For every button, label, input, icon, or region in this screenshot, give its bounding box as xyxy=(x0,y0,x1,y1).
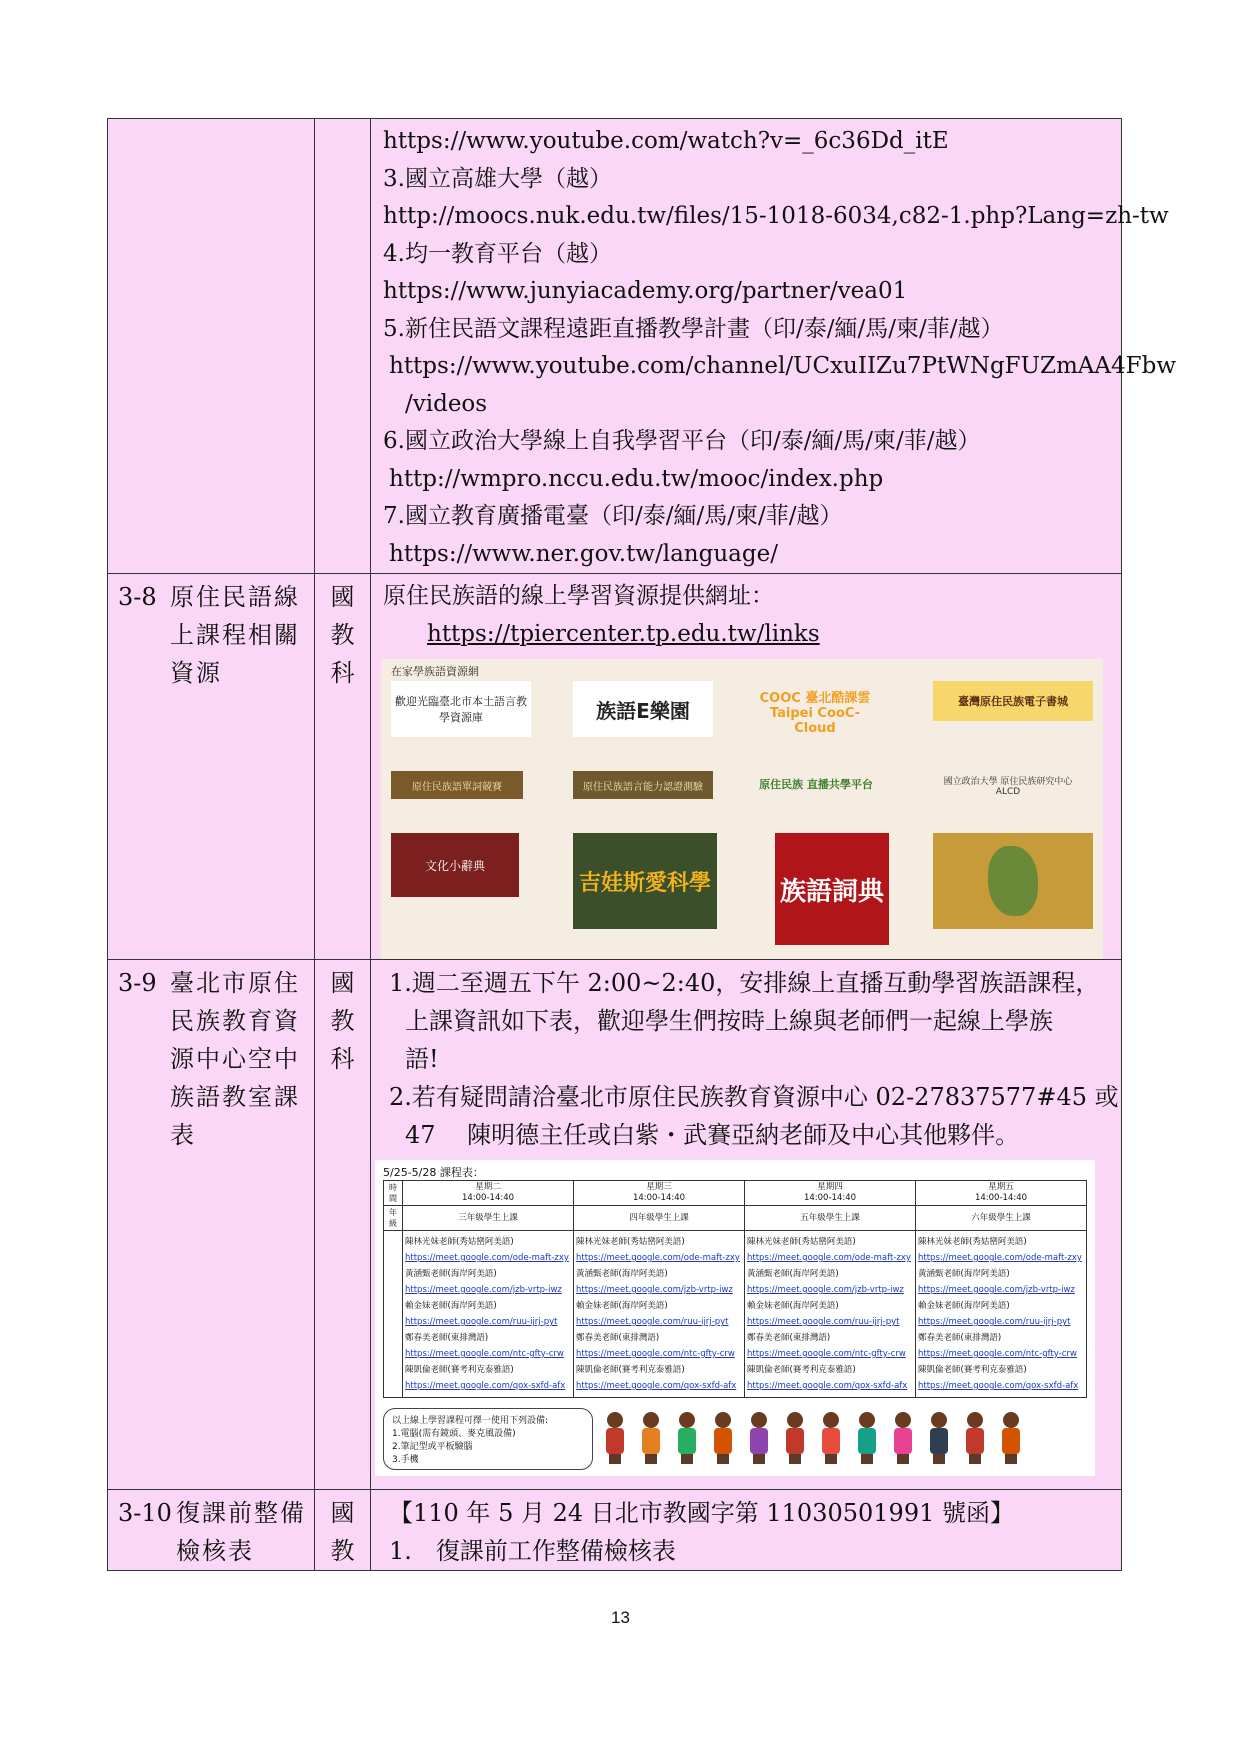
child-figure-icon xyxy=(605,1412,625,1464)
teacher-name: 賴金妹老師(海岸阿美語) xyxy=(747,1301,839,1311)
checklist-line: 1. 復課前工作整備檢核表 xyxy=(389,1537,676,1565)
teacher-name: 鄭春美老師(東排灣語) xyxy=(918,1333,1002,1343)
table-row xyxy=(108,1490,1122,1571)
teacher-name: 陳林光妹老師(秀姑巒阿美語) xyxy=(576,1237,685,1247)
paragraph-line: 47 陳明德主任或白紫・武賽亞納老師及中心其他夥伴。 xyxy=(405,1121,1020,1149)
meet-link[interactable]: https://meet.google.com/qox-sxfd-afx xyxy=(747,1381,908,1391)
resource-table xyxy=(107,118,1177,1571)
unit-cell xyxy=(315,960,371,1490)
schedule-cell xyxy=(916,1231,1087,1398)
resource-list xyxy=(371,119,1177,573)
teacher-name: 黃涵甄老師(海岸阿美語) xyxy=(747,1269,839,1279)
row-number: 3-8 xyxy=(118,583,157,611)
label-cell xyxy=(108,960,315,1490)
child-figure-icon xyxy=(857,1412,877,1464)
meet-link[interactable]: https://meet.google.com/ruu-ijrj-pyt xyxy=(747,1317,900,1327)
resource-url[interactable]: https://www.ner.gov.tw/language/ xyxy=(389,540,778,567)
child-figure-icon xyxy=(749,1412,769,1464)
child-figure-icon xyxy=(929,1412,949,1464)
label-cell xyxy=(108,1490,315,1571)
local-language-db-tile[interactable]: 歡迎光臨臺北市本土語言教學資源庫 xyxy=(391,681,531,737)
meet-link[interactable]: https://meet.google.com/ode-maft-zxy xyxy=(576,1253,740,1263)
schedule-header-row: 時間 星期二 14:00-14:40 星期三 14:00-14:40 星期四 14:00-14:40 星期五 14:00-14:40 xyxy=(384,1181,1087,1206)
row-label: 臺北市原住民族教育資源中心空中族語教室課表 xyxy=(170,969,300,1149)
schedule-cell xyxy=(403,1231,574,1398)
meet-link[interactable]: https://meet.google.com/jzb-vrtp-iwz xyxy=(576,1285,733,1295)
meet-link[interactable]: https://meet.google.com/ntc-gfty-crw xyxy=(576,1349,735,1359)
meet-link[interactable]: https://meet.google.com/ode-maft-zxy xyxy=(918,1253,1082,1263)
teacher-name: 陳林光妹老師(秀姑巒阿美語) xyxy=(918,1237,1027,1247)
teacher-name: 陳林光妹老師(秀姑巒阿美語) xyxy=(405,1237,514,1247)
child-figure-icon xyxy=(965,1412,985,1464)
culture-dictionary-tile[interactable]: 文化小辭典 xyxy=(391,833,519,897)
resource-url[interactable]: https://www.youtube.com/channel/UCxuIIZu7PtWNgFUZmAA4Fbw xyxy=(389,353,1177,379)
unit-cell xyxy=(315,574,371,960)
e-paradise-tile[interactable]: 族語E樂園 xyxy=(573,681,713,737)
unit-label: 國教 xyxy=(330,1499,355,1565)
teacher-name: 陳林光妹老師(秀姑巒阿美語) xyxy=(747,1237,856,1247)
meet-link[interactable]: https://meet.google.com/ruu-ijrj-pyt xyxy=(918,1317,1071,1327)
intro-text: 原住民族語的線上學習資源提供網址： xyxy=(383,583,774,609)
resource-url[interactable]: https://www.youtube.com/watch?v=_6c36Dd_itE xyxy=(383,128,949,154)
meet-link[interactable]: https://meet.google.com/ode-maft-zxy xyxy=(405,1253,569,1263)
child-figure-icon xyxy=(677,1412,697,1464)
child-figure-icon xyxy=(713,1412,733,1464)
schedule-image xyxy=(375,1160,1095,1476)
resource-url[interactable]: https://www.junyiacademy.org/partner/vea01 xyxy=(383,278,908,304)
cooc-cloud-tile[interactable]: COOC 臺北酷課雲 Taipei CooC-Cloud xyxy=(759,690,871,736)
resource-title: 6.國立政治大學線上自我學習平台（印/泰/緬/馬/柬/菲/越） xyxy=(383,428,981,454)
meet-link[interactable]: https://meet.google.com/ode-maft-zxy xyxy=(747,1253,911,1263)
live-learning-tile[interactable]: 原住民族 直播共學平台 xyxy=(759,778,873,791)
child-figure-icon xyxy=(641,1412,661,1464)
teacher-name: 陳凱倫老師(賽考利克泰雅語) xyxy=(747,1365,856,1375)
meet-link[interactable]: https://meet.google.com/ruu-ijrj-pyt xyxy=(576,1317,729,1327)
child-figure-icon xyxy=(821,1412,841,1464)
row-label: 原住民語線上課程相關資源 xyxy=(170,583,300,687)
word-contest-tile[interactable]: 原住民族語單詞競賽 xyxy=(391,771,523,799)
schedule-grade-row: 年級 三年級學生上課 四年級學生上課 五年級學生上課 六年級學生上課 xyxy=(384,1206,1087,1231)
resource-url[interactable]: http://moocs.nuk.edu.tw/files/15-1018-6034,c82-1.php?Lang=zh-tw xyxy=(383,203,1169,229)
meet-link[interactable]: https://meet.google.com/jzb-vrtp-iwz xyxy=(918,1285,1075,1295)
panel-caption: 在家學族語資源網 xyxy=(391,665,479,678)
child-figure-icon xyxy=(1001,1412,1021,1464)
label-cell xyxy=(108,574,315,960)
map-game-tile[interactable] xyxy=(933,833,1093,929)
unit-label: 國教科 xyxy=(330,969,355,1073)
unit-label: 國教科 xyxy=(330,583,355,687)
resource-url: /videos xyxy=(405,390,488,417)
resource-title: 7.國立教育廣播電臺（印/泰/緬/馬/柬/菲/越） xyxy=(383,503,843,529)
teacher-name: 鄭春美老師(東排灣語) xyxy=(576,1333,660,1343)
teacher-name: 陳凱倫老師(賽考利克泰雅語) xyxy=(918,1365,1027,1375)
science-tile[interactable]: 吉娃斯愛科學 xyxy=(573,833,717,929)
children-illustration xyxy=(605,1412,1021,1464)
language-test-tile[interactable]: 原住民族語言能力認證測驗 xyxy=(573,771,713,799)
meet-link[interactable]: https://meet.google.com/ruu-ijrj-pyt xyxy=(405,1317,558,1327)
notice-line: 【110 年 5 月 24 日北市教國字第 11030501991 號函】 xyxy=(389,1499,1014,1527)
schedule-cell xyxy=(574,1231,745,1398)
paragraph-line: 語! xyxy=(405,1045,439,1073)
meet-link[interactable]: https://meet.google.com/jzb-vrtp-iwz xyxy=(405,1285,562,1295)
meet-link[interactable]: https://meet.google.com/ntc-gfty-crw xyxy=(747,1349,906,1359)
content-cell xyxy=(371,574,1122,960)
resource-url[interactable]: http://wmpro.nccu.edu.tw/mooc/index.php xyxy=(389,465,884,492)
paragraph-line: 上課資訊如下表，歡迎學生們按時上線與老師們一起線上學族 xyxy=(405,1007,1053,1035)
time-label: 時間 xyxy=(384,1181,403,1206)
teacher-name: 黃涵甄老師(海岸阿美語) xyxy=(918,1269,1010,1279)
content-cell xyxy=(371,960,1122,1490)
teacher-name: 陳凱倫老師(賽考利克泰雅語) xyxy=(576,1365,685,1375)
schedule-caption: 5/25-5/28 課程表： xyxy=(383,1166,484,1179)
teacher-name: 賴金妹老師(海岸阿美語) xyxy=(405,1301,497,1311)
table-row xyxy=(108,960,1122,1490)
meet-link[interactable]: https://meet.google.com/jzb-vrtp-iwz xyxy=(747,1285,904,1295)
resource-image-panel xyxy=(381,659,1103,959)
schedule-cell xyxy=(745,1231,916,1398)
grade-label: 年級 xyxy=(384,1206,403,1231)
teacher-name: 黃涵甄老師(海岸阿美語) xyxy=(405,1269,497,1279)
unit-cell xyxy=(315,119,371,574)
teacher-name: 陳凱倫老師(賽考利克泰雅語) xyxy=(405,1365,514,1375)
word-dictionary-tile[interactable]: 族語詞典 xyxy=(775,833,889,945)
row-number: 3-9 xyxy=(118,969,157,997)
table-row xyxy=(108,574,1122,960)
teacher-name: 賴金妹老師(海岸阿美語) xyxy=(576,1301,668,1311)
content-cell xyxy=(371,1490,1122,1571)
row-label: 復課前整備檢核表 xyxy=(176,1499,306,1565)
resource-title: 5.新住民語文課程遠距直播教學計畫（印/泰/緬/馬/柬/菲/越） xyxy=(383,315,1004,342)
schedule-entries-row xyxy=(384,1231,1087,1398)
teacher-name: 鄭春美老師(東排灣語) xyxy=(747,1333,831,1343)
resource-title: 4.均一教育平台（越） xyxy=(383,240,612,267)
devices-box: 以上線上學習課程可擇一使用下列設備: 1.電腦(需有鏡頭、麥克風設備) 2.筆記型或平板驗腦 3.手機 xyxy=(383,1408,593,1470)
paragraph-line: 2.若有疑問請洽臺北市原住民族教育資源中心 02-27837577#45 或 xyxy=(389,1083,1119,1111)
meet-link[interactable]: https://meet.google.com/qox-sxfd-afx xyxy=(576,1381,737,1391)
alcd-tile[interactable]: 國立政治大學 原住民族研究中心ALCD xyxy=(943,776,1073,797)
child-figure-icon xyxy=(785,1412,805,1464)
meet-link[interactable]: https://meet.google.com/qox-sxfd-afx xyxy=(918,1381,1079,1391)
resource-title: 3.國立高雄大學（越） xyxy=(383,165,612,192)
taiwan-map-icon xyxy=(988,846,1038,916)
resource-link[interactable]: https://tpiercenter.tp.edu.tw/links xyxy=(427,620,820,647)
page-number: 13 xyxy=(611,1608,630,1627)
meet-link[interactable]: https://meet.google.com/ntc-gfty-crw xyxy=(918,1349,1077,1359)
teacher-name: 黃涵甄老師(海岸阿美語) xyxy=(576,1269,668,1279)
child-figure-icon xyxy=(893,1412,913,1464)
unit-cell xyxy=(315,1490,371,1571)
meet-link[interactable]: https://meet.google.com/qox-sxfd-afx xyxy=(405,1381,566,1391)
meet-link[interactable]: https://meet.google.com/ntc-gfty-crw xyxy=(405,1349,564,1359)
row-number: 3-10 xyxy=(118,1499,172,1527)
teacher-name: 賴金妹老師(海岸阿美語) xyxy=(918,1301,1010,1311)
teacher-name: 鄭春美老師(東排灣語) xyxy=(405,1333,489,1343)
label-cell xyxy=(108,119,315,574)
paragraph-line: 1.週二至週五下午 2:00~2:40，安排線上直播互動學習族語課程， xyxy=(389,969,1100,997)
schedule-table xyxy=(383,1180,1087,1398)
table-row xyxy=(108,119,1122,574)
ebook-city-tile[interactable]: 臺灣原住民族電子書城 xyxy=(933,681,1093,721)
content-cell xyxy=(371,119,1177,574)
